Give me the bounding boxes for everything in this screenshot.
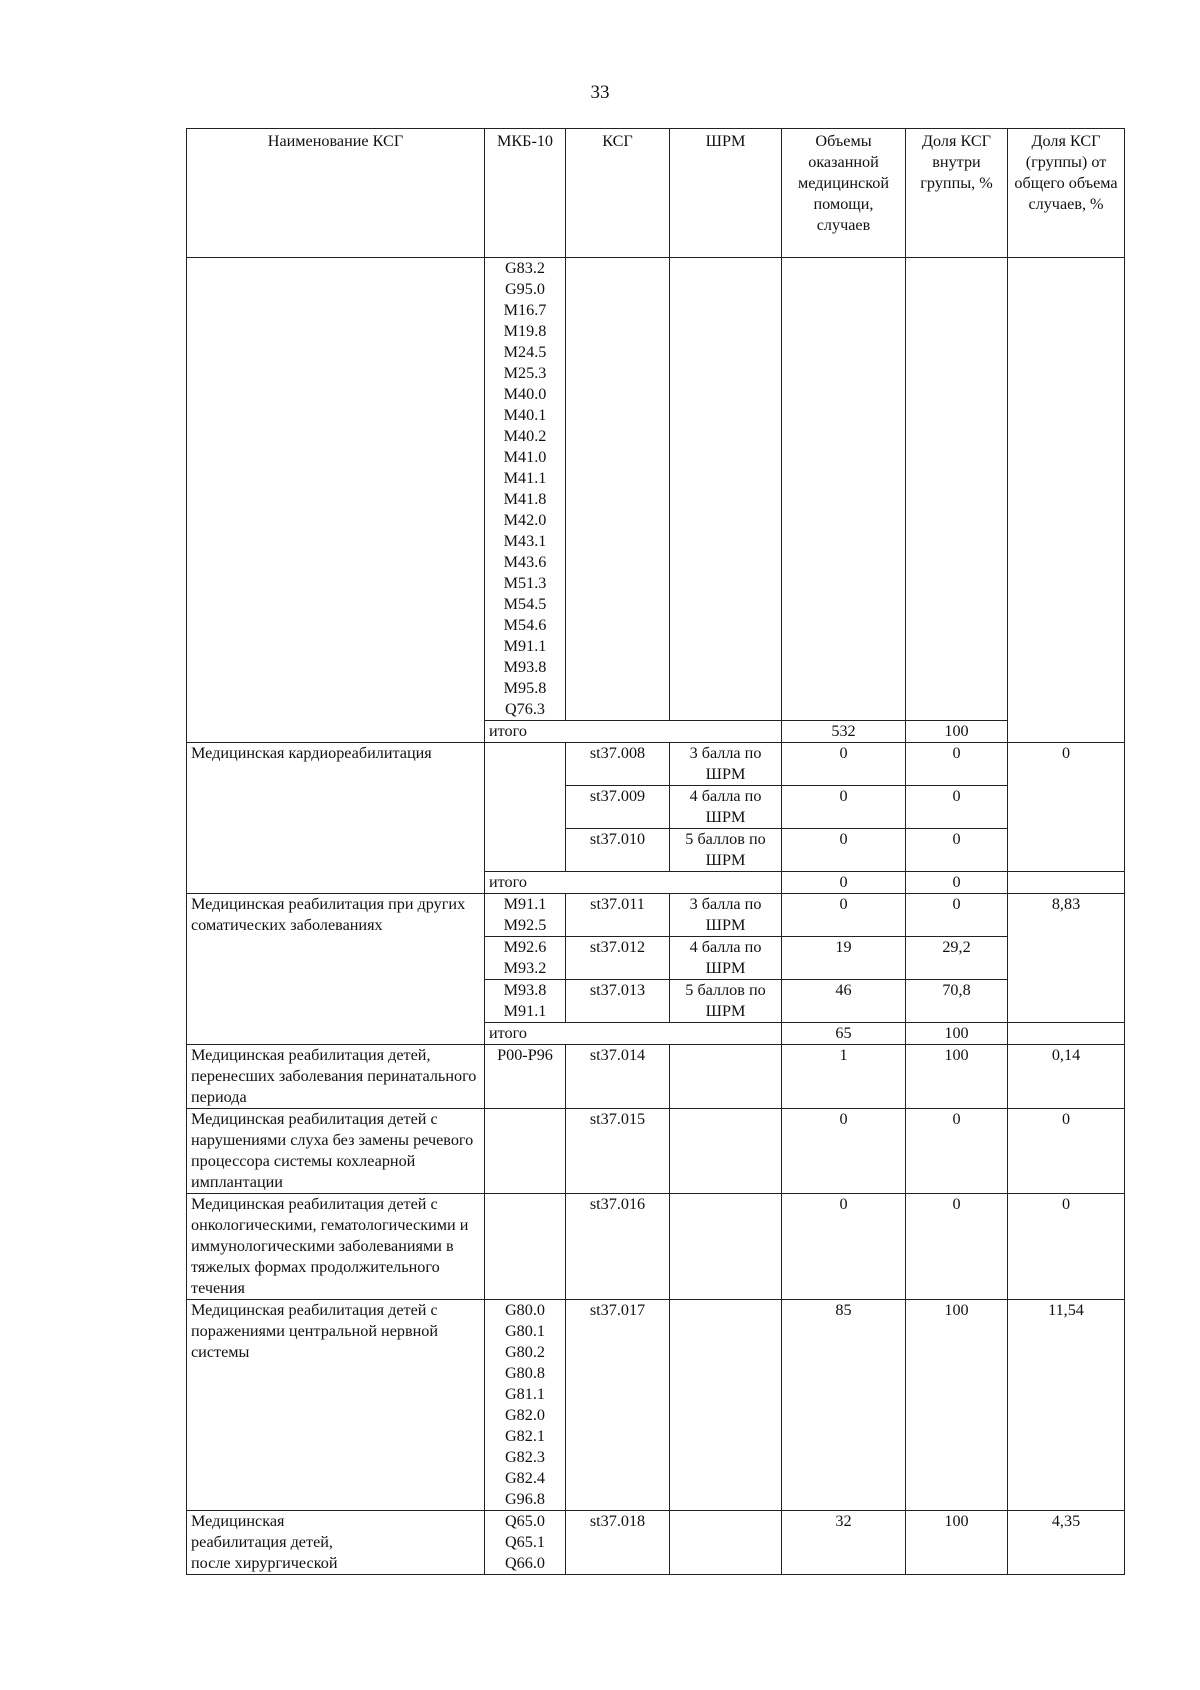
- header-shrm: ШРМ: [670, 129, 782, 258]
- ksg-code: st37.014: [566, 1045, 670, 1109]
- ksg-code: st37.011: [566, 894, 670, 937]
- header-share-in-group: Доля КСГ внутри группы, %: [906, 129, 1008, 258]
- share-value: 0: [906, 829, 1008, 872]
- share-value: 100: [906, 1300, 1008, 1511]
- mkb-codes: M93.8 M91.1: [485, 980, 566, 1023]
- volume-value: 0: [782, 894, 906, 937]
- volume-value: 19: [782, 937, 906, 980]
- mkb-codes: P00-P96: [485, 1045, 566, 1109]
- ksg-code: st37.015: [566, 1109, 670, 1194]
- share-total-value: 0: [1008, 1109, 1125, 1194]
- volume-value: 0: [782, 1194, 906, 1300]
- mkb-codes: G80.0 G80.1 G80.2 G80.8 G81.1 G82.0 G82.1 G82.3 G82.4 G96.8: [485, 1300, 566, 1511]
- shrm-value: [670, 1300, 782, 1511]
- table-row: [187, 1511, 1125, 1575]
- share-total-value: 8,83: [1008, 894, 1125, 1023]
- total-volume: 65: [782, 1023, 906, 1045]
- volume-value: 0: [782, 1109, 906, 1194]
- mkb-cell: [485, 743, 566, 872]
- share-total-cell: [1008, 258, 1125, 743]
- shrm-value: [670, 1511, 782, 1575]
- ksg-table: [186, 128, 1125, 1575]
- share-value: 29,2: [906, 937, 1008, 980]
- share-value: 0: [906, 1194, 1008, 1300]
- ksg-name: Медицинская кардиореабилитация: [187, 743, 485, 894]
- shrm-value: [670, 1045, 782, 1109]
- header-share-total: Доля КСГ (группы) от общего объема случаев, %: [1008, 129, 1125, 258]
- share-total-value: 11,54: [1008, 1300, 1125, 1511]
- ksg-code: st37.009: [566, 786, 670, 829]
- ksg-code: st37.008: [566, 743, 670, 786]
- volume-value: 32: [782, 1511, 906, 1575]
- page-number: 33: [590, 82, 610, 103]
- ksg-name: Медицинская реабилитация детей, после хирургической: [187, 1511, 485, 1575]
- header-volume: Объемы оказанной медицинской помощи, случаев: [782, 129, 906, 258]
- share-cell: [906, 258, 1008, 721]
- share-value: 100: [906, 1045, 1008, 1109]
- shrm-value: 3 балла по ШРМ: [670, 894, 782, 937]
- mkb-codes: [485, 1109, 566, 1194]
- ksg-name: Медицинская реабилитация при других соматических заболеваниях: [187, 894, 485, 1045]
- total-label: итого: [485, 872, 782, 894]
- table-row: [187, 1194, 1125, 1300]
- ksg-cell: [566, 258, 670, 721]
- share-total-cell: [1008, 872, 1125, 894]
- shrm-value: 4 балла по ШРМ: [670, 786, 782, 829]
- header-row: [187, 129, 1125, 258]
- shrm-value: 5 баллов по ШРМ: [670, 980, 782, 1023]
- share-value: 0: [906, 894, 1008, 937]
- header-mkb: МКБ-10: [485, 129, 566, 258]
- volume-value: 0: [782, 743, 906, 786]
- share-total-value: 0: [1008, 1194, 1125, 1300]
- share-value: 0: [906, 1109, 1008, 1194]
- ksg-name: Медицинская реабилитация детей с поражениями центральной нервной системы: [187, 1300, 485, 1511]
- volume-value: 46: [782, 980, 906, 1023]
- header-ksg: КСГ: [566, 129, 670, 258]
- table-row: [187, 743, 1125, 786]
- ksg-code: st37.013: [566, 980, 670, 1023]
- total-share: 100: [906, 721, 1008, 743]
- table-row: [187, 1045, 1125, 1109]
- shrm-value: 4 балла по ШРМ: [670, 937, 782, 980]
- mkb-codes: Q65.0 Q65.1 Q66.0: [485, 1511, 566, 1575]
- ksg-code: st37.018: [566, 1511, 670, 1575]
- total-volume: 0: [782, 872, 906, 894]
- total-label: итого: [485, 721, 782, 743]
- ksg-code: st37.016: [566, 1194, 670, 1300]
- shrm-value: [670, 1109, 782, 1194]
- ksg-code: st37.017: [566, 1300, 670, 1511]
- table-row: [187, 1300, 1125, 1511]
- name-cell: [187, 258, 485, 743]
- mkb-codes: [485, 1194, 566, 1300]
- ksg-code: st37.010: [566, 829, 670, 872]
- table-row: [187, 258, 1125, 721]
- share-total-value: 4,35: [1008, 1511, 1125, 1575]
- volume-cell: [782, 258, 906, 721]
- share-total-value: 0: [1008, 743, 1125, 872]
- volume-value: 85: [782, 1300, 906, 1511]
- shrm-cell: [670, 258, 782, 721]
- share-value: 0: [906, 786, 1008, 829]
- share-value: 100: [906, 1511, 1008, 1575]
- total-share: 0: [906, 872, 1008, 894]
- ksg-name: Медицинская реабилитация детей с нарушениями слуха без замены речевого процессора системы кохлеарной имплантации: [187, 1109, 485, 1194]
- shrm-value: [670, 1194, 782, 1300]
- ksg-code: st37.012: [566, 937, 670, 980]
- share-value: 70,8: [906, 980, 1008, 1023]
- volume-value: 0: [782, 786, 906, 829]
- share-value: 0: [906, 743, 1008, 786]
- table-row: [187, 894, 1125, 937]
- total-share: 100: [906, 1023, 1008, 1045]
- header-name: Наименование КСГ: [187, 129, 485, 258]
- mkb-codes: M91.1 M92.5: [485, 894, 566, 937]
- shrm-value: 3 балла по ШРМ: [670, 743, 782, 786]
- volume-value: 1: [782, 1045, 906, 1109]
- volume-value: 0: [782, 829, 906, 872]
- shrm-value: 5 баллов по ШРМ: [670, 829, 782, 872]
- table-row: [187, 1109, 1125, 1194]
- ksg-name: Медицинская реабилитация детей, перенесших заболевания перинатального периода: [187, 1045, 485, 1109]
- share-total-cell: [1008, 1023, 1125, 1045]
- ksg-name: Медицинская реабилитация детей с онкологическими, гематологическими и иммунологическими заболеваниями в тяжелых формах продолжительного течения: [187, 1194, 485, 1300]
- share-total-value: 0,14: [1008, 1045, 1125, 1109]
- mkb-codes: M92.6 M93.2: [485, 937, 566, 980]
- total-volume: 532: [782, 721, 906, 743]
- total-label: итого: [485, 1023, 782, 1045]
- mkb-codes: G83.2 G95.0 M16.7 M19.8 M24.5 M25.3 M40.0 M40.1 M40.2 M41.0 M41.1 M41.8 M42.0 M43.1 M43.6 M51.3 M54.5 M54.6 M91.1 M93.8 M95.8 Q76.3: [485, 258, 566, 721]
